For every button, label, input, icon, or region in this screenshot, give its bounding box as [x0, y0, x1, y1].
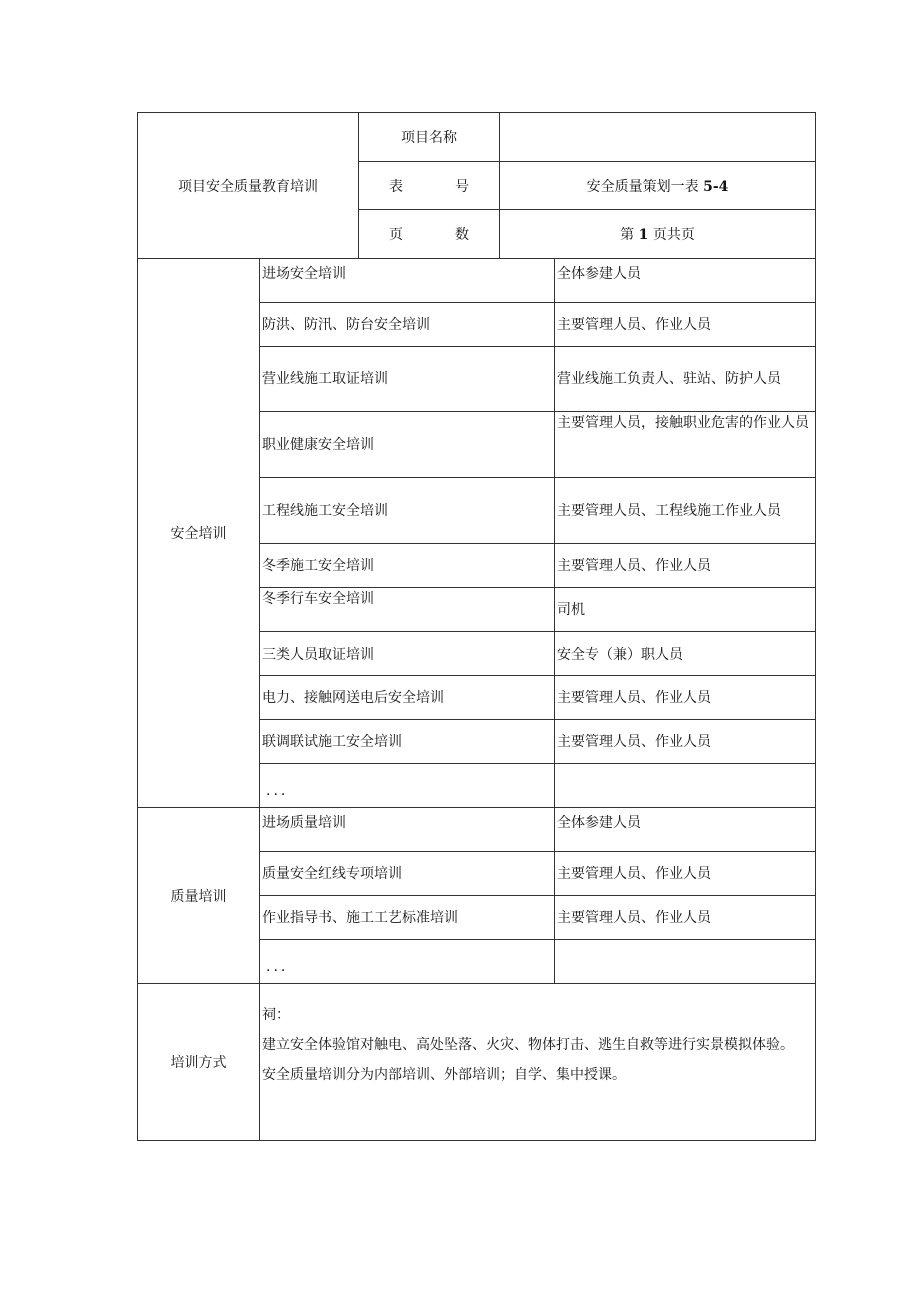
training-audience: 营业线施工负责人、驻站、防护人员 [555, 347, 816, 412]
training-audience: 主要管理人员，接触职业危害的作业人员 [555, 412, 816, 478]
training-item: 联调联试施工安全培训 [260, 720, 555, 764]
page-count-label-char-1: 页 [389, 227, 403, 243]
form-number-text: 安全质量策划一表 [586, 178, 699, 195]
method-content [260, 984, 816, 1141]
training-audience: 全体参建人员 [555, 808, 816, 852]
training-item: 冬季施工安全培训 [260, 544, 555, 588]
training-audience: 主要管理人员、作业人员 [555, 676, 816, 720]
method-line: 建立安全体验馆对触电、高处坠落、火灾、物体打击、逃生自救等进行实景模拟体验。 [262, 1037, 794, 1053]
training-audience: 主要管理人员、工程线施工作业人员 [555, 478, 816, 544]
form-number-value [500, 162, 816, 210]
training-audience: 主要管理人员、作业人员 [555, 852, 816, 896]
training-item: 电力、接触网送电后安全培训 [260, 676, 555, 720]
form-number-label [359, 162, 500, 210]
training-audience [555, 940, 816, 984]
training-audience: 主要管理人员、作业人员 [555, 720, 816, 764]
page-count-label [359, 210, 500, 259]
page-count-value [500, 210, 816, 259]
training-table [137, 258, 816, 1141]
training-item: 质量安全红线专项培训 [260, 852, 555, 896]
table-row [138, 984, 816, 1141]
training-item: 防洪、防汛、防台安全培训 [260, 303, 555, 347]
training-audience: 主要管理人员、作业人员 [555, 303, 816, 347]
training-audience: 主要管理人员、作业人员 [555, 896, 816, 940]
header-table [137, 112, 816, 259]
training-audience [555, 764, 816, 808]
document-title: 项目安全质量教育培训 [138, 113, 359, 259]
training-item: 冬季行车安全培训 [260, 588, 555, 632]
page-prefix: 第 [620, 227, 635, 243]
project-name-value [500, 113, 816, 162]
table-row [138, 808, 816, 852]
page-count-label-char-2: 数 [455, 227, 469, 243]
training-audience: 全体参建人员 [555, 259, 816, 303]
form-number-label-char-2: 号 [455, 178, 469, 195]
project-name-label: 项目名称 [359, 113, 500, 162]
method-line: 祠： [262, 1007, 290, 1023]
page-suffix: 页共页 [652, 227, 695, 243]
training-item: 进场安全培训 [260, 259, 555, 303]
training-item: 工程线施工安全培训 [260, 478, 555, 544]
ellipsis-row: ... [260, 940, 555, 984]
safety-section-label: 安全培训 [138, 259, 260, 808]
training-item: 营业线施工取证培训 [260, 347, 555, 412]
quality-section-label: 质量培训 [138, 808, 260, 984]
method-section-label: 培训方式 [138, 984, 260, 1141]
ellipsis-row: ... [260, 764, 555, 808]
method-line: 安全质量培训分为内部培训、外部培训；自学、集中授课。 [262, 1067, 626, 1083]
form-number-code: 5-4 [703, 178, 729, 195]
training-item: 作业指导书、施工工艺标准培训 [260, 896, 555, 940]
training-item: 职业健康安全培训 [260, 412, 555, 478]
table-row [138, 259, 816, 303]
training-audience: 司机 [555, 588, 816, 632]
form-number-label-char-1: 表 [389, 178, 403, 195]
training-item: 三类人员取证培训 [260, 632, 555, 676]
training-audience: 安全专（兼）职人员 [555, 632, 816, 676]
page-current: 1 [638, 227, 649, 243]
training-audience: 主要管理人员、作业人员 [555, 544, 816, 588]
training-item: 进场质量培训 [260, 808, 555, 852]
